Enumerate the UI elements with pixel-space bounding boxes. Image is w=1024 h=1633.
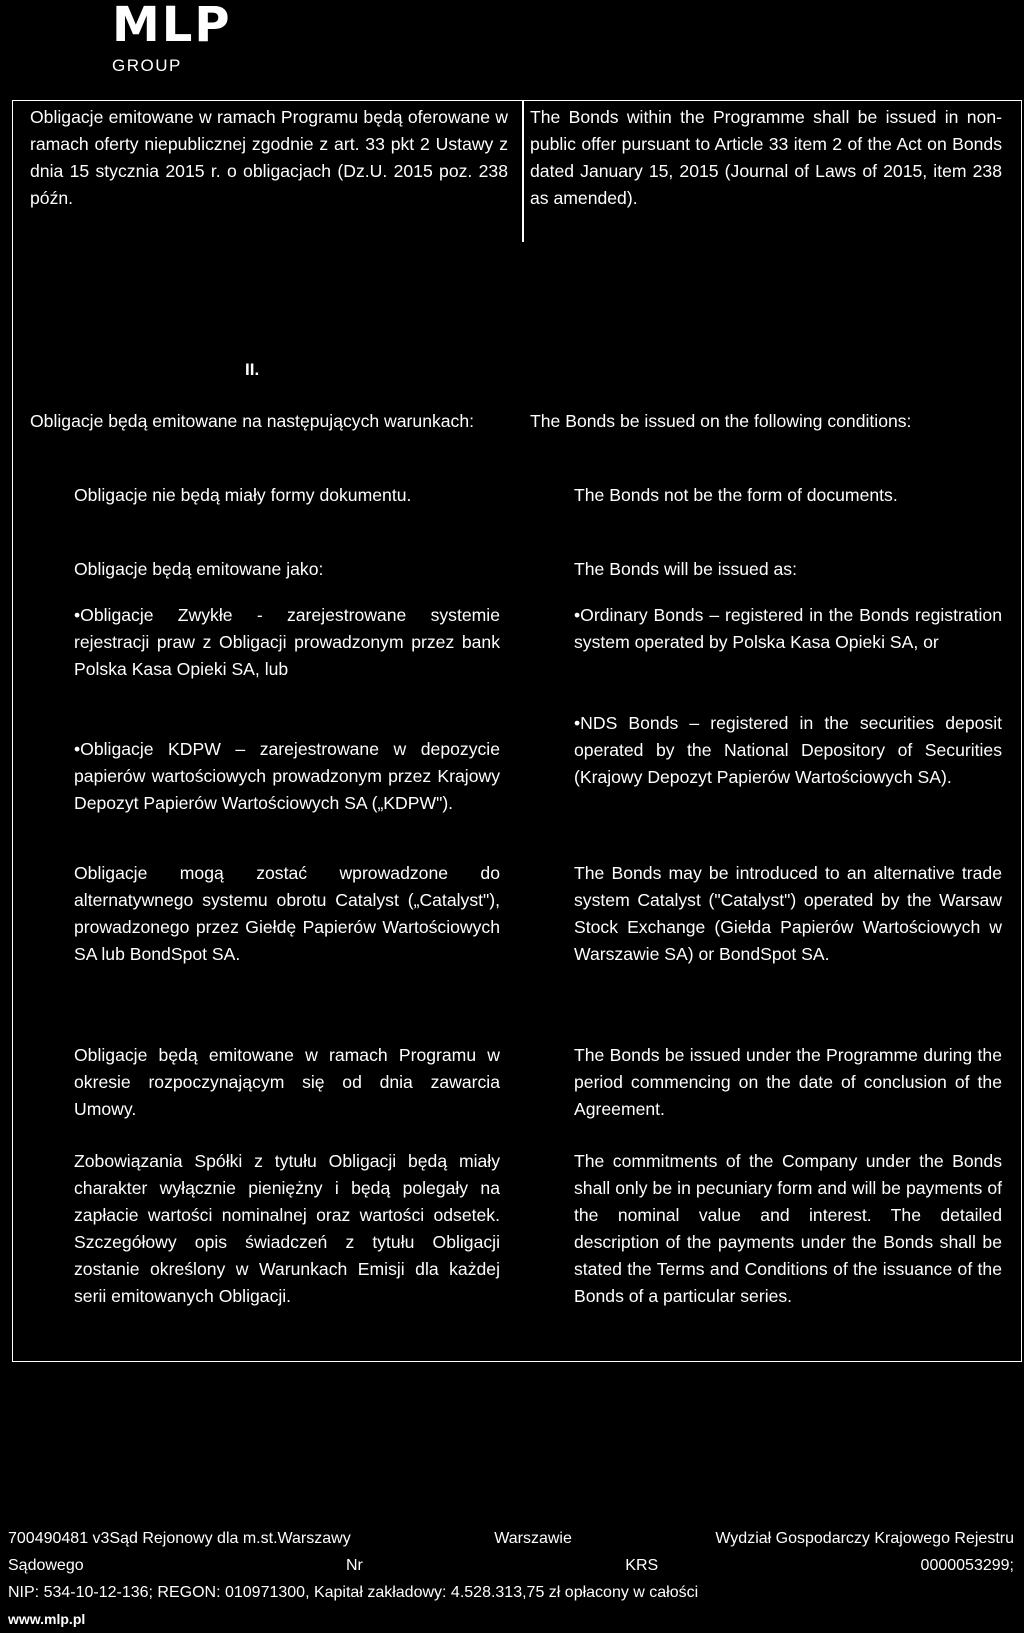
footer-register: Sądowego: [8, 1557, 84, 1574]
footer-nr: Nr: [346, 1557, 363, 1574]
footer-tax-ids: NIP: 534-10-12-136; REGON: 010971300, Kapitał zakładowy: 4.528.313,75 zł opłacony w całości: [8, 1584, 699, 1601]
page-footer: [8, 1525, 1014, 1633]
table-divider: [522, 100, 524, 242]
section-number: II.: [245, 360, 260, 379]
bullet2-en-text: NDS Bonds – registered in the securities deposit operated by the National Depository of Securities (Krajowy Depozyt Papierów Wartościowych SA).: [574, 713, 1002, 787]
period-pl: Obligacje będą emitowane w ramach Programu w okresie rozpoczynającym się od dnia zawarcia Umowy.: [74, 1045, 500, 1119]
logo-sub: GROUP: [112, 56, 182, 75]
bullet2-en: [574, 710, 1002, 791]
footer-division: Wydział Gospodarczy Krajowego Rejestru: [715, 1530, 1014, 1547]
row1-en: The Bonds within the Programme shall be issued in non-public offer pursuant to Article 33 item 2 of the Act on Bonds dated January 15, 2015 (Journal of Laws of 2015, item 238 as amended).: [530, 107, 1002, 208]
footer-website-link[interactable]: www.mlp.pl: [8, 1611, 86, 1627]
catalyst-en: The Bonds may be introduced to an alternative trade system Catalyst ("Catalyst") operated by the Warsaw Stock Exchange (Giełda Papierów Wartościowych w Warszawie SA) or BondSpot SA.: [574, 863, 1002, 964]
footer-krs: KRS: [625, 1557, 659, 1574]
footer-line-2: [8, 1552, 1014, 1579]
bullet1-pl-text: Obligacje Zwykłe - zarejestrowane systemie rejestracji praw z Obligacji prowadzonym przez bank Polska Kasa Opieki SA, lub: [74, 605, 500, 679]
commitments-en: The commitments of the Company under the Bonds shall only be in pecuniary form and will be payments of the nominal value and interest. The detailed description of the payments under the Bonds shall be stated the Terms and Conditions of the issuance of the Bonds of a particular series.: [574, 1151, 1002, 1306]
bullet2-pl: [74, 736, 500, 817]
bullet1-en-text: Ordinary Bonds – registered in the Bonds registration system operated by Polska Kasa Opieki SA, or: [574, 605, 1002, 652]
bullet1-en: [574, 602, 1002, 656]
intro-en: The Bonds be issued on the following conditions:: [530, 411, 912, 431]
footer-line-1: [8, 1525, 1014, 1552]
period-en: The Bonds be issued under the Programme during the period commencing on the date of conclusion of the Agreement.: [574, 1045, 1002, 1119]
bullet2-pl-text: Obligacje KDPW – zarejestrowane w depozycie papierów wartościowych prowadzonym przez Krajowy Depozyt Papierów Wartościowych SA („KDPW").: [74, 739, 500, 813]
row1-pl: Obligacje emitowane w ramach Programu będą oferowane w ramach oferty niepublicznej zgodnie z art. 33 pkt 2 Ustawy z dnia 15 stycznia 2015 r. o obligacjach (Dz.U. 2015 poz. 238 późn.: [30, 107, 508, 208]
form-pl: Obligacje nie będą miały formy dokumentu.: [74, 485, 412, 505]
footer-city: Warszawie: [494, 1530, 572, 1547]
bullet-icon: •: [74, 739, 81, 759]
bullet-icon: •: [74, 605, 81, 625]
issued-as-pl: Obligacje będą emitowane jako:: [74, 559, 324, 579]
intro-pl: Obligacje będą emitowane na następujących warunkach:: [30, 411, 475, 431]
bullet-icon: •: [574, 605, 581, 625]
form-en: The Bonds not be the form of documents.: [574, 485, 898, 505]
logo-name: MLP: [112, 0, 232, 53]
commitments-pl: Zobowiązania Spółki z tytułu Obligacji będą miały charakter wyłącznie pieniężny i będą polegały na zapłacie wartości nominalnej oraz wartości odsetek. Szczegółowy opis świadczeń z tytułu Obligacji zostanie określony w Warunkach Emisji dla każdej serii emitowanych Obligacji.: [74, 1151, 500, 1306]
bullet-icon: •: [574, 713, 581, 733]
footer-court: 700490481 v3Sąd Rejonowy dla m.st.Warszawy: [8, 1530, 351, 1547]
issued-as-en: The Bonds will be issued as:: [574, 559, 797, 579]
bullet1-pl: [74, 602, 500, 683]
mlp-group-logo: [112, 0, 232, 76]
catalyst-pl: Obligacje mogą zostać wprowadzone do alternatywnego systemu obrotu Catalyst („Catalyst"), prowadzonego przez Giełdę Papierów Wartościowych SA lub BondSpot SA.: [74, 863, 500, 964]
footer-krs-number: 0000053299;: [920, 1557, 1014, 1574]
